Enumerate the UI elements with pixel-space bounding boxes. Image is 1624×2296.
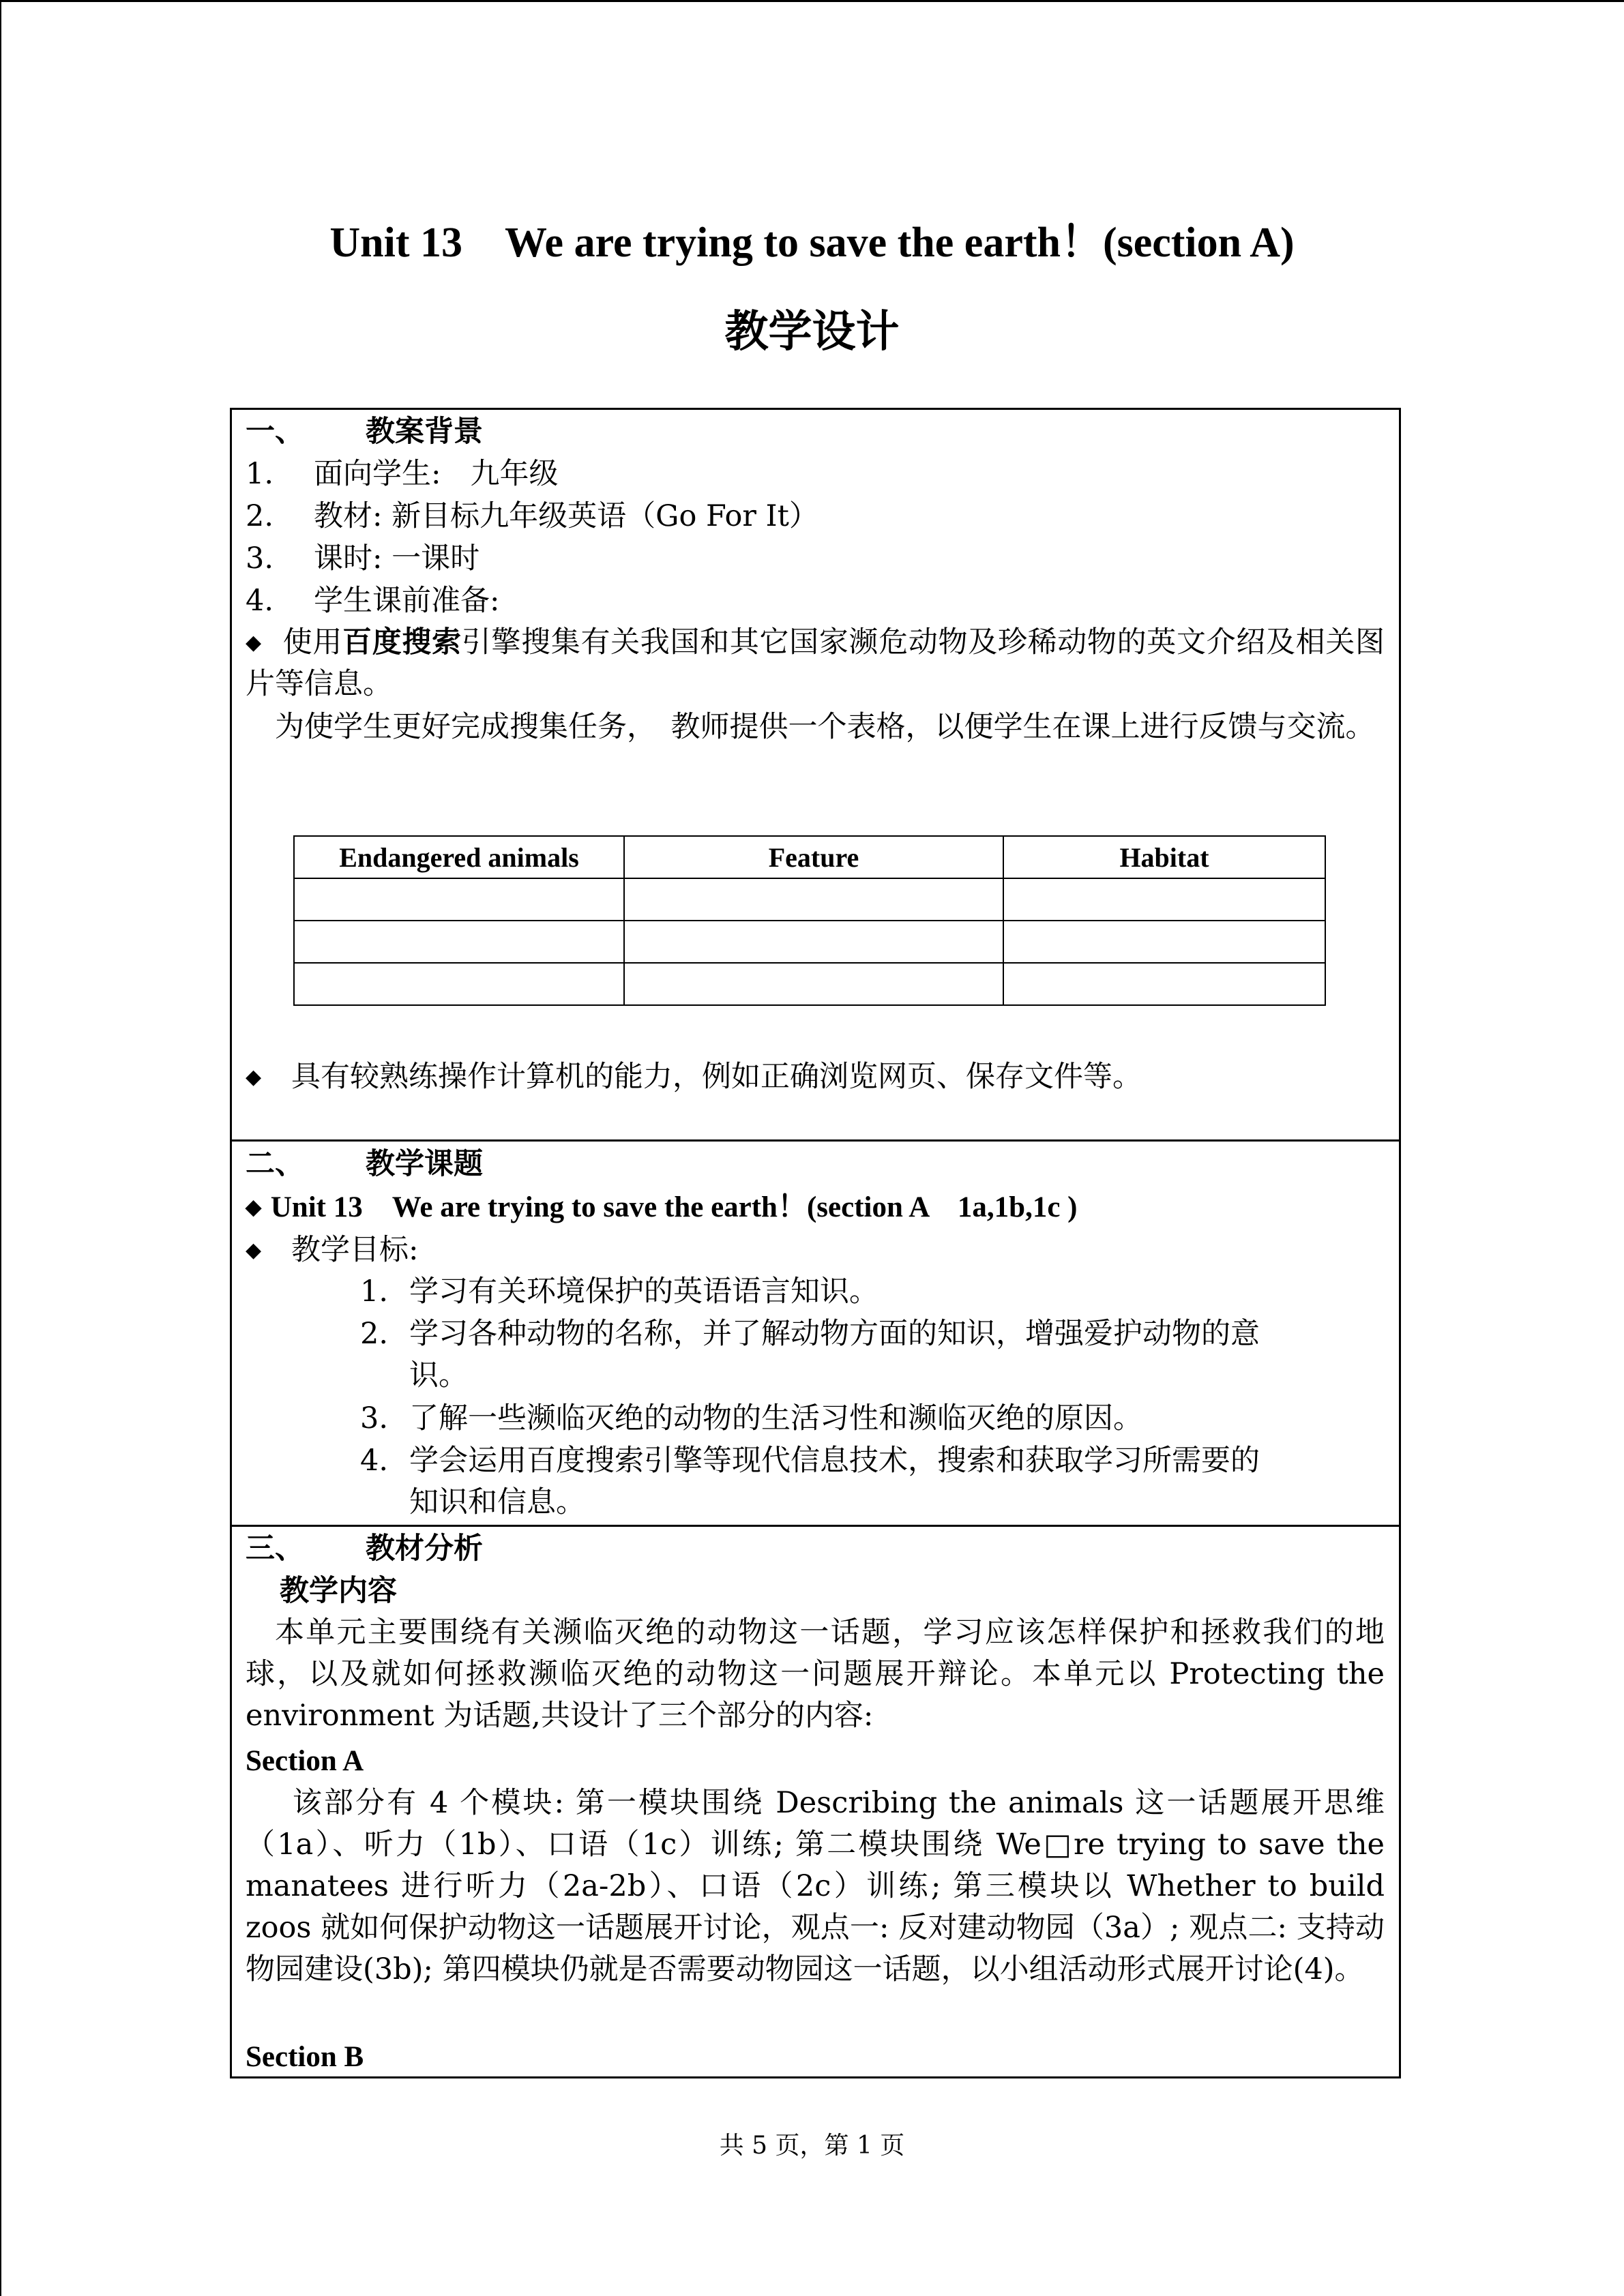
- section3-heading: 三、 教材分析: [246, 1532, 483, 1566]
- bullet-diamond-icon: ◆: [246, 1196, 262, 1219]
- table-header-habitat: Habitat: [1003, 836, 1325, 878]
- document-subtitle: 教学设计: [724, 307, 900, 357]
- section1-heading-text: 教案背景: [366, 415, 483, 449]
- bullet-diamond-icon: ◆: [246, 1238, 262, 1262]
- bullet-computer-skills: ◆ 具有较熟练操作计算机的能力，例如正确浏览网页、保存文件等。: [246, 1056, 1142, 1099]
- teaching-content-heading: 教学内容: [280, 1574, 397, 1608]
- table-header-animals: Endangered animals: [294, 836, 624, 878]
- goal-item: 4. 学会运用百度搜索引擎等现代信息技术，搜索和获取学习所需要的 知识和信息。: [360, 1444, 1260, 1519]
- table-row: [294, 963, 1325, 1005]
- table-row: [294, 921, 1325, 963]
- goal-item: 1. 学习有关环境保护的英语语言知识。: [360, 1274, 879, 1309]
- bullet-diamond-icon: ◆: [246, 1065, 262, 1089]
- document-title: Unit 13 We are trying to save the earth！(section A): [329, 220, 1295, 266]
- section1-heading: [246, 411, 483, 453]
- lesson-topic: ◆ Unit 13 We are trying to save the earth！(section A 1a,1b,1c ): [246, 1187, 1078, 1229]
- info-item: 2. 教材: 新目标九年级英语（Go For It）: [246, 499, 818, 533]
- bullet-search-paragraph: ◆ 使用百度搜索引擎搜集有关我国和其它国家濒危动物及珍稀动物的英文介绍及相关图片等信息。: [246, 622, 1385, 705]
- table-intro-paragraph: 为使学生更好完成搜集任务， 教师提供一个表格，以便学生在课上进行反馈与交流。: [275, 710, 1375, 744]
- section-divider: [230, 1525, 1401, 1527]
- goal-item: 3. 了解一些濒临灭绝的动物的生活习性和濒临灭绝的原因。: [360, 1401, 1142, 1435]
- section1-heading-num: 一、: [246, 415, 304, 449]
- goal-item: 2. 学习各种动物的名称，并了解动物方面的知识，增强爱护动物的意 识。: [360, 1317, 1260, 1392]
- page-footer: 共 5 页，第 1 页: [719, 2132, 905, 2160]
- goals-label: ◆ 教学目标:: [246, 1229, 419, 1272]
- table-row: [294, 878, 1325, 921]
- baidu-search-emphasis: 百度搜索: [342, 625, 462, 659]
- section-a-label: Section A: [246, 1745, 364, 1777]
- bullet-diamond-icon: ◆: [246, 631, 262, 655]
- section-b-label: Section B: [246, 2041, 364, 2073]
- section-divider: [230, 1139, 1401, 1142]
- info-item: 3. 课时: 一课时: [246, 541, 480, 576]
- info-item: 4. 学生课前准备:: [246, 584, 500, 618]
- endangered-animals-table: [293, 835, 1326, 1006]
- section-a-paragraph: 该部分有 4 个模块: 第一模块围绕 Describing the animals 这一话题展开思维（1a）、听力（1b）、口语（1c）训练; 第二模块围绕 We□re trying to save the manatees 进行听力（2a-2b）、口语（2c）训练; 第三模块以 Whether to build zoos 就如何保护动物这一话题展开讨论，观点一: 反对建动物园（3a）; 观点二: 支持动物园建设(3b); 第四模块仍就是否需要动物园这一话题，以小组活动形式展开讨论(4)。: [246, 1786, 1385, 1986]
- section2-heading: 二、 教学课题: [246, 1147, 483, 1181]
- unit-intro-paragraph: 本单元主要围绕有关濒临灭绝的动物这一话题，学习应该怎样保护和拯救我们的地球，以及就如何拯救濒临灭绝的动物这一问题展开辩论。本单元以 Protecting the environment 为话题,共设计了三个部分的内容:: [246, 1615, 1385, 1733]
- info-item: 1. 面向学生: 九年级: [246, 457, 559, 491]
- table-header-feature: Feature: [624, 836, 1003, 878]
